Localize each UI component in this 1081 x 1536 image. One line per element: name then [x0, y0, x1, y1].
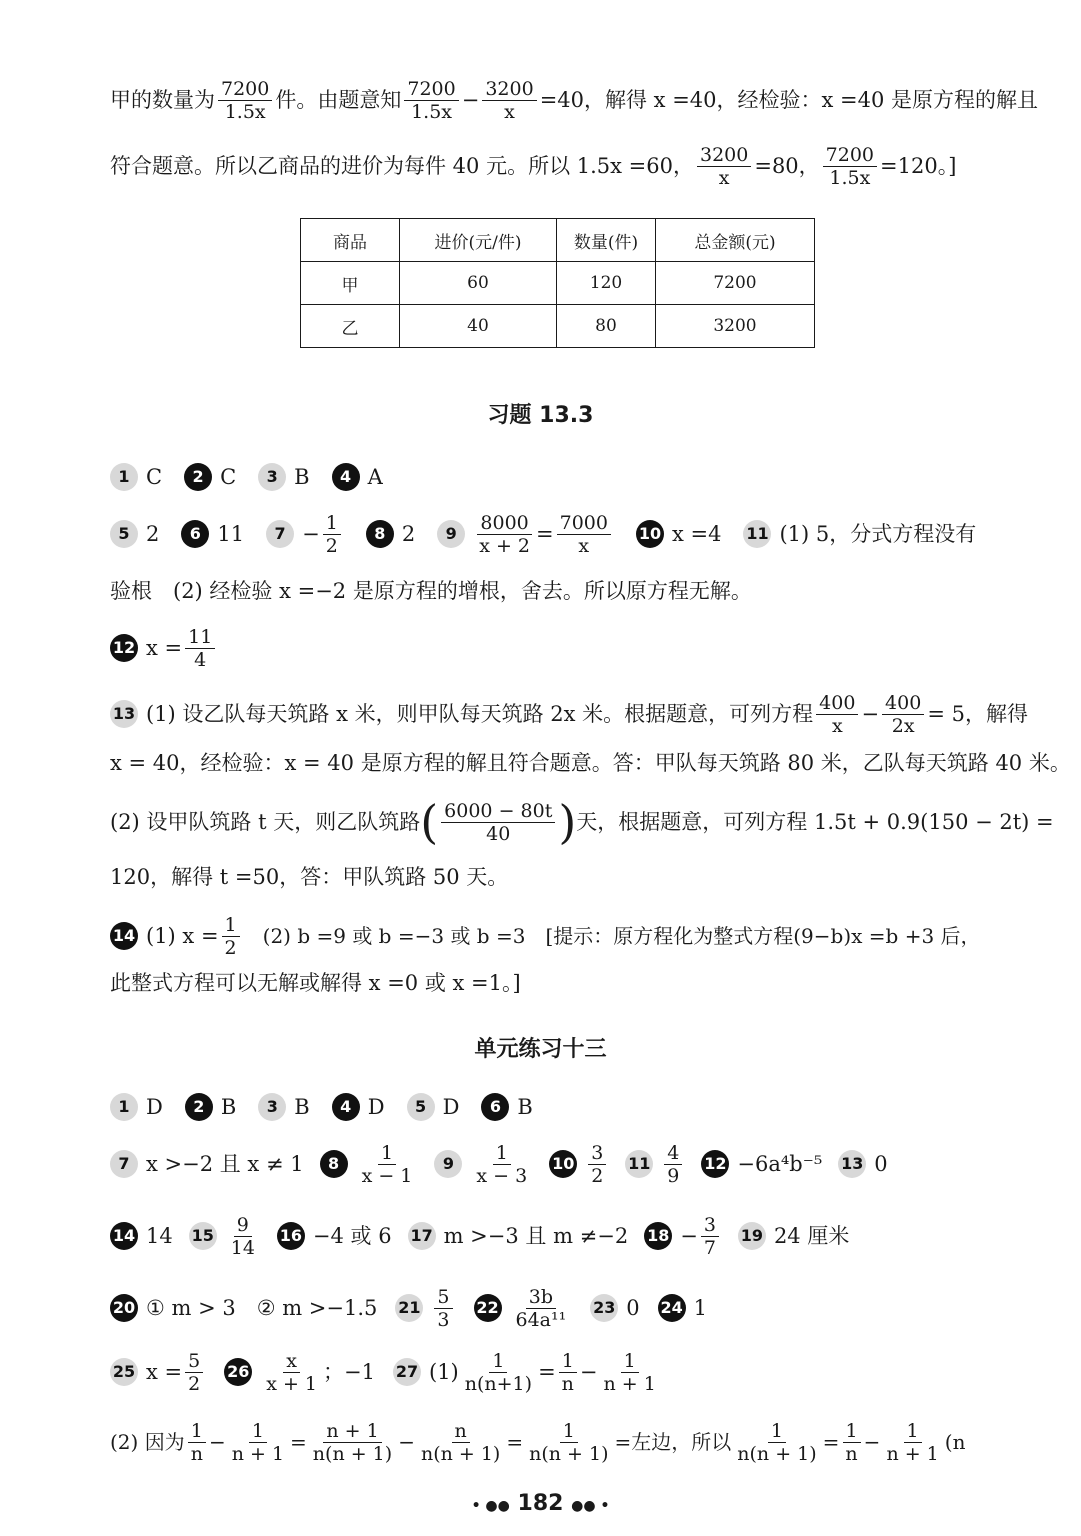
answer: 0	[874, 1152, 888, 1176]
question-number: 2	[185, 1093, 213, 1121]
fraction	[228, 1214, 258, 1259]
answer: 14	[146, 1224, 173, 1248]
table-header: 数量(件)	[557, 219, 656, 262]
fraction	[601, 1350, 659, 1395]
frac-num: x	[283, 1350, 300, 1373]
table-cell: 60	[400, 262, 557, 305]
question-number: 3	[258, 463, 286, 491]
frac-num: 1	[188, 1420, 206, 1443]
question-number: 5	[407, 1093, 435, 1121]
page-number	[0, 1491, 1081, 1516]
frac-num: 5	[434, 1286, 452, 1309]
frac-den: 2	[325, 534, 338, 557]
answer: 1	[693, 1296, 707, 1320]
answer: D	[442, 1095, 460, 1119]
answer-line	[110, 968, 1021, 998]
answer-row	[110, 1280, 1021, 1336]
fraction	[842, 1420, 860, 1465]
answer-line	[110, 794, 1054, 850]
minus-sign: −	[208, 1430, 226, 1454]
answer: (1) 设乙队每天筑路 x 米，则甲队每天筑路 2x 米。根据题意，可列方程	[146, 702, 814, 726]
question-number: 9	[437, 520, 465, 548]
fraction	[229, 1420, 287, 1465]
frac-den: n	[190, 1442, 203, 1465]
frac-num: 1	[378, 1142, 396, 1165]
frac-num: 7200	[823, 144, 877, 167]
minus-sign: −	[863, 1430, 881, 1454]
frac-den: 40	[486, 822, 511, 845]
question-number: 13	[110, 700, 138, 728]
intro-text: =80，	[754, 154, 820, 178]
table-cell: 80	[557, 305, 656, 348]
frac-den: 14	[230, 1236, 255, 1259]
frac-den: 1.5x	[411, 100, 452, 123]
question-number: 14	[110, 922, 138, 950]
frac-num: 7200	[218, 78, 272, 101]
fraction	[310, 1420, 395, 1465]
frac-num: 3200	[482, 78, 536, 101]
fraction	[476, 512, 533, 557]
answer: C	[146, 465, 163, 489]
frac-den: n(n + 1)	[312, 1442, 393, 1465]
frac-den: x	[504, 100, 515, 123]
answer-row	[110, 620, 1021, 676]
minus-sign: −	[302, 522, 320, 546]
frac-num: 3b	[526, 1286, 556, 1309]
frac-den: x + 1	[266, 1372, 318, 1395]
answer: x =	[146, 636, 183, 660]
answer-row	[110, 1208, 1021, 1264]
fraction	[816, 692, 858, 737]
frac-num: 5	[185, 1350, 203, 1373]
question-number: 20	[110, 1294, 138, 1322]
answer: 2	[146, 522, 160, 546]
frac-num: 1	[904, 1420, 922, 1443]
answer-line	[110, 748, 1071, 778]
fraction	[222, 914, 240, 959]
fraction	[697, 144, 751, 189]
answer: 此整式方程可以无解或解得 x =0 或 x =1。]	[110, 971, 521, 995]
frac-den: 2	[591, 1164, 604, 1187]
answer: m >−3 且 m ≠−2	[443, 1224, 629, 1248]
question-number: 6	[481, 1093, 509, 1121]
answer: (n	[944, 1430, 966, 1454]
fraction	[473, 1142, 530, 1187]
answer: C	[220, 465, 237, 489]
answer: x =	[146, 1360, 183, 1384]
table-row	[301, 262, 815, 305]
question-number: 7	[110, 1150, 138, 1178]
fraction	[559, 1350, 577, 1395]
frac-num: 400	[816, 692, 858, 715]
answer: −4 或 6	[312, 1224, 392, 1248]
table-header-row	[301, 219, 815, 262]
fraction	[734, 1420, 819, 1465]
dots-left: • ●●	[471, 1498, 510, 1514]
answer: (2) 因为	[110, 1430, 185, 1454]
answer: = 5，解得	[927, 702, 1028, 726]
frac-den: 64a¹¹	[515, 1308, 567, 1331]
frac-den: n	[561, 1372, 574, 1395]
answer: x =4	[671, 522, 722, 546]
goods-table	[300, 218, 815, 348]
answer: (1) x =	[146, 924, 219, 948]
question-number: 13	[838, 1150, 866, 1178]
answer: 2	[401, 522, 416, 546]
question-number: 17	[408, 1222, 436, 1250]
frac-num: 7200	[404, 78, 458, 101]
fraction	[323, 512, 341, 557]
fraction	[882, 692, 924, 737]
answer: B	[294, 1095, 310, 1119]
intro-text: 符合题意。所以乙商品的进价为每件 40 元。所以 1.5x =60，	[110, 154, 694, 178]
fraction	[513, 1286, 570, 1331]
dots-right: ●● •	[571, 1498, 610, 1514]
table-cell: 40	[400, 305, 557, 348]
equals-sign: =	[538, 1360, 556, 1384]
answer: −6a⁴b⁻⁵	[737, 1152, 823, 1176]
question-number: 11	[743, 520, 771, 548]
question-number: 8	[366, 520, 394, 548]
question-number: 9	[434, 1150, 462, 1178]
section-title: 习题 13.3	[487, 403, 594, 428]
answer: A	[367, 465, 383, 489]
question-number: 12	[701, 1150, 729, 1178]
fraction	[462, 1350, 535, 1395]
frac-num: 1	[621, 1350, 639, 1373]
frac-num: 1	[843, 1420, 861, 1443]
frac-num: 8000	[477, 512, 531, 535]
question-number: 22	[474, 1294, 502, 1322]
frac-num: 9	[234, 1214, 252, 1237]
question-number: 18	[644, 1222, 672, 1250]
question-number: 11	[625, 1150, 653, 1178]
answer: D	[146, 1095, 163, 1119]
frac-den: n(n+1)	[464, 1372, 533, 1395]
intro-text: 甲的数量为	[110, 88, 215, 112]
frac-den: x + 2	[479, 534, 530, 557]
frac-den: x	[831, 714, 843, 737]
table-row	[301, 305, 815, 348]
fraction	[185, 1350, 203, 1395]
equals-sign: =	[822, 1430, 840, 1454]
frac-den: 2x	[891, 714, 915, 737]
answer: x = 40，经检验：x = 40 是原方程的解且符合题意。答：甲队每天筑路 80 米，乙队每天筑路 40 米。	[110, 751, 1071, 775]
fraction	[701, 1214, 719, 1259]
frac-den: x	[718, 166, 730, 189]
frac-num: 1	[489, 1350, 507, 1373]
answer: (1)	[429, 1360, 459, 1384]
intro-line-2	[110, 138, 1021, 194]
table-header: 总金额(元)	[656, 219, 815, 262]
minus-sign: −	[579, 1360, 598, 1384]
frac-den: 4	[194, 648, 207, 671]
frac-den: x − 1	[361, 1164, 413, 1187]
equals-sign: =	[290, 1430, 307, 1454]
question-number: 7	[266, 520, 294, 548]
question-number: 2	[184, 463, 212, 491]
answer: D	[367, 1095, 385, 1119]
fraction	[218, 78, 272, 123]
table-cell: 7200	[656, 262, 815, 305]
question-number: 3	[258, 1093, 286, 1121]
frac-num: 1	[559, 1350, 577, 1373]
fraction	[404, 78, 458, 123]
question-number: 4	[332, 1093, 360, 1121]
question-number: 15	[189, 1222, 217, 1250]
answer: ① m > 3 ② m >−1.5	[146, 1296, 378, 1320]
table-header: 商品	[301, 219, 400, 262]
frac-num: 1	[249, 1420, 267, 1443]
fraction	[557, 512, 611, 557]
section-title: 单元练习十三	[474, 1037, 607, 1062]
minus-sign: −	[861, 702, 880, 726]
table-cell: 乙	[301, 305, 400, 348]
frac-den: n(n + 1)	[529, 1442, 609, 1465]
answer-row	[110, 1136, 1021, 1192]
fraction	[664, 1142, 682, 1187]
fraction	[883, 1420, 941, 1465]
answer-row	[110, 462, 1021, 492]
frac-den: 7	[703, 1236, 716, 1259]
frac-num: 1	[323, 512, 341, 535]
question-number: 23	[590, 1294, 618, 1322]
question-number: 16	[277, 1222, 305, 1250]
table-cell: 3200	[656, 305, 815, 348]
frac-num: 1	[768, 1420, 786, 1443]
answer: 120，解得 t =50，答：甲队筑路 50 天。	[110, 865, 509, 889]
frac-den: n + 1	[231, 1442, 285, 1465]
left-paren: (	[420, 795, 439, 849]
question-number: 14	[110, 1222, 138, 1250]
fraction	[823, 144, 877, 189]
table-header: 进价(元/件)	[400, 219, 557, 262]
question-number: 6	[181, 520, 209, 548]
answer: =左边，所以	[614, 1430, 732, 1454]
answer: 天，根据题意，可列方程 1.5t + 0.9(150 − 2t) =	[576, 810, 1054, 834]
intro-line-1	[110, 72, 1039, 128]
question-number: 19	[738, 1222, 766, 1250]
fraction	[359, 1142, 416, 1187]
minus-sign: −	[398, 1430, 415, 1454]
fraction	[441, 800, 555, 845]
question-number: 1	[110, 1093, 138, 1121]
frac-num: n	[452, 1420, 470, 1443]
answer: B	[220, 1095, 237, 1119]
answer-row	[110, 1344, 1021, 1400]
answer-line	[110, 862, 1021, 892]
frac-num: 3200	[697, 144, 751, 167]
question-number: 10	[636, 520, 664, 548]
answer-line	[110, 1414, 1071, 1470]
answer: x >−2 且 x ≠ 1	[146, 1152, 304, 1176]
answer-row	[110, 908, 1021, 964]
answer-row	[110, 506, 1021, 562]
equals-sign: =	[536, 522, 554, 546]
intro-text: =40，解得 x =40，经检验：x =40 是原方程的解且	[539, 88, 1039, 112]
question-number: 21	[395, 1294, 423, 1322]
question-number: 25	[110, 1358, 138, 1386]
answer: (1) 5，分式方程没有	[779, 522, 977, 546]
frac-den: 2	[188, 1372, 201, 1395]
fraction	[482, 78, 536, 123]
frac-den: n + 1	[886, 1442, 939, 1465]
question-number: 1	[110, 463, 138, 491]
frac-num: 400	[882, 692, 924, 715]
question-number: 12	[110, 634, 138, 662]
minus-sign: −	[461, 88, 480, 112]
fraction	[188, 1420, 206, 1465]
frac-num: 4	[664, 1142, 682, 1165]
fraction	[434, 1286, 452, 1331]
frac-num: n + 1	[323, 1420, 381, 1443]
frac-num: 3	[588, 1142, 606, 1165]
right-paren: )	[558, 795, 577, 849]
fraction	[588, 1142, 606, 1187]
frac-den: n(n + 1)	[420, 1442, 501, 1465]
answer-row	[110, 1092, 1021, 1122]
frac-num: 7000	[557, 512, 611, 535]
answer-line	[110, 576, 1021, 606]
question-number: 27	[393, 1358, 421, 1386]
intro-text: =120。]	[880, 154, 957, 178]
answer: 11	[217, 522, 245, 546]
fraction	[418, 1420, 503, 1465]
frac-num: 6000 − 80t	[441, 800, 555, 823]
fraction	[185, 626, 215, 671]
frac-den: x − 3	[476, 1164, 528, 1187]
frac-den: n + 1	[603, 1372, 656, 1395]
question-number: 10	[549, 1150, 577, 1178]
question-number: 4	[332, 463, 360, 491]
answer: 0	[626, 1296, 640, 1320]
fraction	[263, 1350, 320, 1395]
answer: 验根 (2) 经检验 x =−2 是原方程的增根，舍去。所以原方程无解。	[110, 579, 752, 603]
answer: B	[294, 465, 310, 489]
frac-num: 1	[560, 1420, 578, 1443]
frac-den: x	[578, 534, 590, 557]
question-number: 24	[658, 1294, 686, 1322]
frac-den: 2	[224, 936, 237, 959]
question-number: 26	[224, 1358, 252, 1386]
frac-den: 1.5x	[224, 100, 266, 123]
answer: B	[517, 1095, 533, 1119]
minus-sign: −	[680, 1224, 698, 1248]
fraction	[526, 1420, 611, 1465]
frac-num: 11	[185, 626, 215, 649]
frac-den: n	[845, 1442, 858, 1465]
table-cell: 120	[557, 262, 656, 305]
frac-num: 1	[222, 914, 240, 937]
answer-row	[110, 686, 1028, 742]
frac-den: 1.5x	[829, 166, 871, 189]
page-number-text: 182	[517, 1491, 564, 1516]
frac-num: 3	[701, 1214, 719, 1237]
answer: (2) 设甲队筑路 t 天，则乙队筑路	[110, 810, 421, 834]
frac-den: n(n + 1)	[737, 1442, 817, 1465]
question-number: 5	[110, 520, 138, 548]
question-number: 8	[320, 1150, 348, 1178]
frac-den: 3	[437, 1308, 450, 1331]
answer: ；−1	[323, 1360, 375, 1384]
frac-num: 1	[493, 1142, 511, 1165]
answer: 24 厘米	[773, 1224, 850, 1248]
intro-text: 件。由题意知	[275, 88, 402, 112]
answer: (2) b =9 或 b =−3 或 b =3 [提示：原方程化为整式方程(9−b)x =b +3 后，	[242, 924, 981, 948]
equals-sign: =	[506, 1430, 524, 1454]
table-cell: 甲	[301, 262, 400, 305]
frac-den: 9	[667, 1164, 680, 1187]
